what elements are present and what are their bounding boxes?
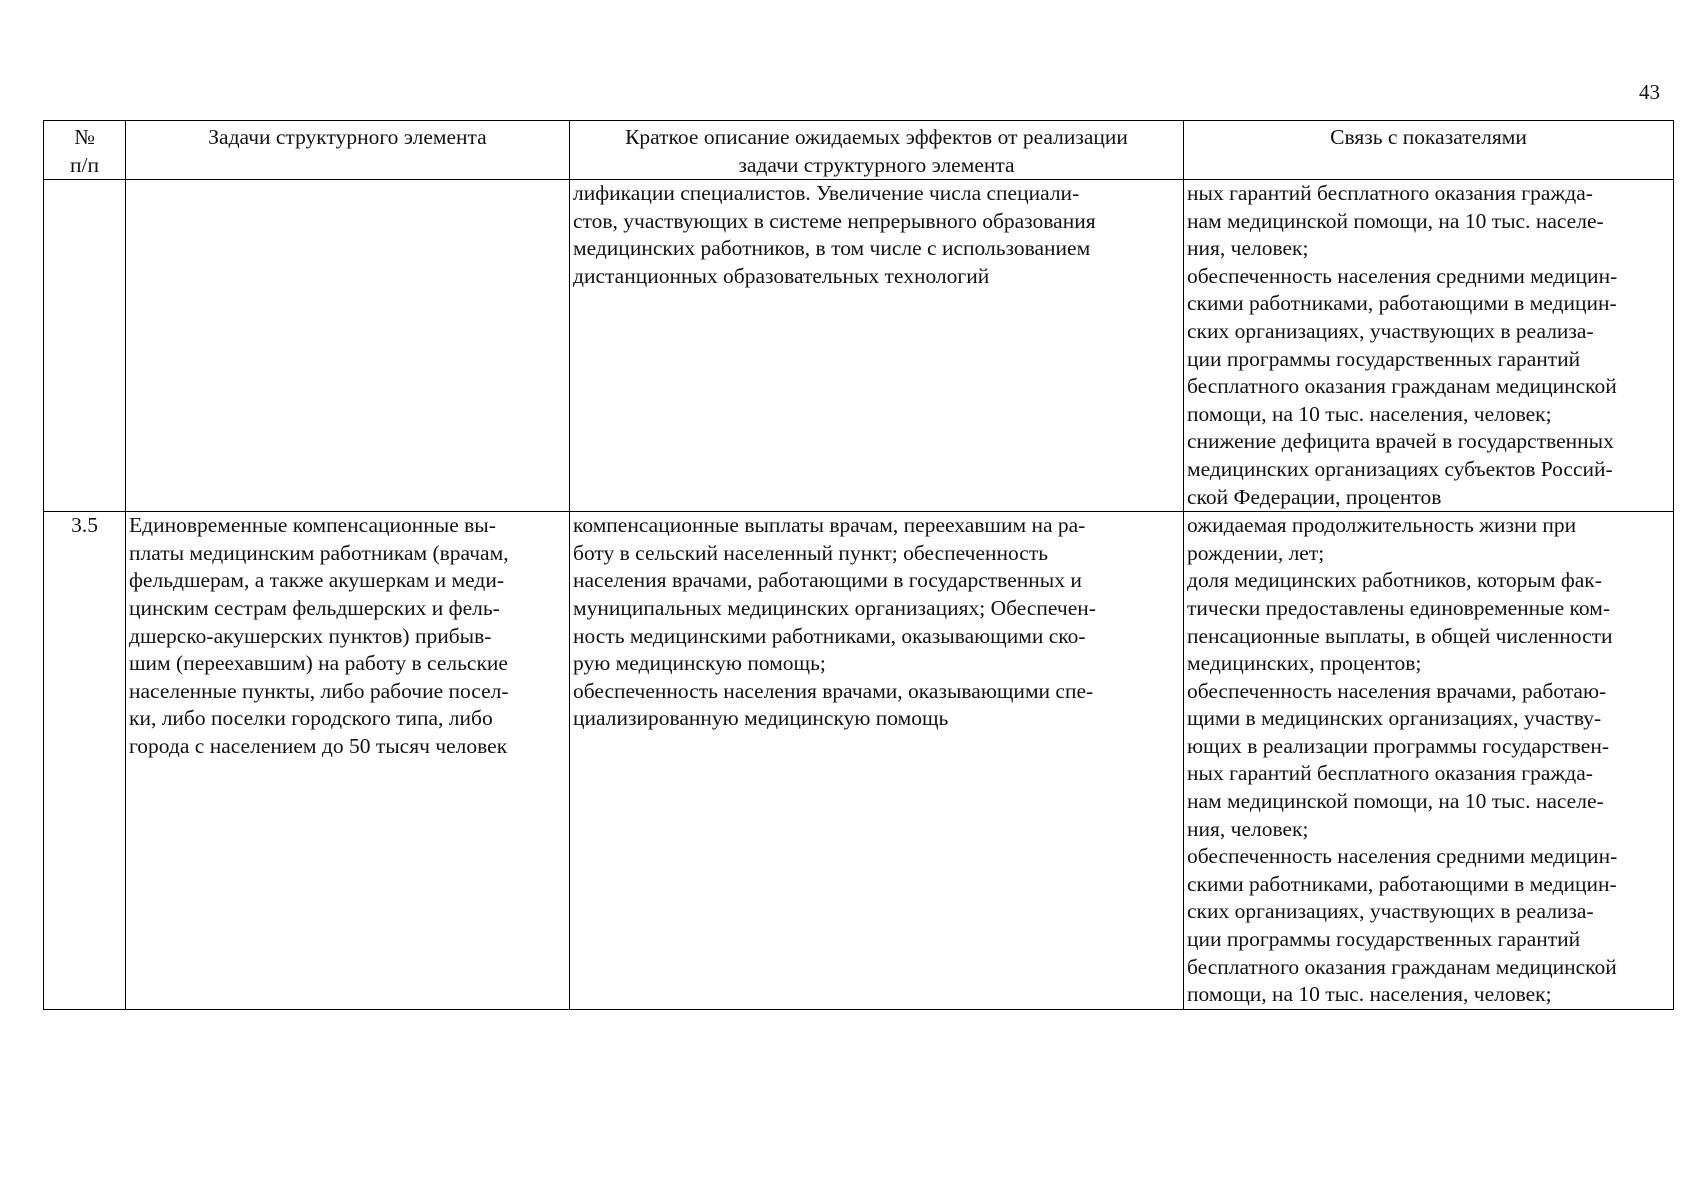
cell-line: нам медицинской помощи, на 10 тыс. населе- <box>1187 789 1604 814</box>
cell-line: бесплатного оказания гражданам медицинской <box>1187 954 1617 979</box>
page-number: 43 <box>1639 80 1660 104</box>
cell-line: Единовременные компенсационные вы- <box>129 513 496 538</box>
cell-line: доля медицинских работников, которым фак- <box>1187 568 1602 593</box>
cell-line: фельдшерам, а также акушеркам и меди- <box>129 568 505 593</box>
cell-line: ции программы государственных гарантий <box>1187 346 1581 371</box>
cell-line: ния, человек; <box>1187 236 1309 261</box>
cell-line: скими работниками, работающими в медицин- <box>1187 871 1617 896</box>
cell-line: обеспеченность населения средними медицин- <box>1187 844 1618 869</box>
cell-line: бесплатного оказания гражданам медицинской <box>1187 374 1617 399</box>
cell-num <box>44 180 126 512</box>
cell-line: ки, либо поселки городского типа, либо <box>129 706 493 731</box>
cell-line: компенсационные выплаты врачам, переехавшим на ра- <box>573 513 1086 538</box>
cell-line: тически предоставлены единовременные ком- <box>1187 595 1610 620</box>
cell-line: муниципальных медицинских организациях; Обеспечен- <box>573 595 1096 620</box>
cell-line: лификации специалистов. Увеличение числа специали- <box>573 181 1080 205</box>
cell-line: ность медицинскими работниками, оказывающими ско- <box>573 623 1086 648</box>
cell-line: цинским сестрам фельдшерских и фель- <box>129 595 500 620</box>
cell-line: медицинских работников, в том числе с использованием <box>573 236 1091 261</box>
cell-effects <box>570 180 1184 512</box>
cell-line: ющих в реализации программы государствен- <box>1187 733 1610 758</box>
table-row <box>44 512 1674 1010</box>
cell-line: помощи, на 10 тыс. населения, человек; <box>1187 982 1552 1007</box>
measures-table <box>43 120 1674 1010</box>
cell-line: медицинских, процентов; <box>1187 651 1422 676</box>
header-indicators: Связь с показателями <box>1184 121 1674 180</box>
cell-line: стов, участвующих в системе непрерывного образования <box>573 208 1096 233</box>
cell-line: медицинских организациях субъектов Россий- <box>1187 456 1613 481</box>
cell-line: обеспеченность населения врачами, работаю- <box>1187 678 1607 703</box>
cell-line: города с населением до 50 тысяч человек <box>129 733 508 758</box>
cell-line: ции программы государственных гарантий <box>1187 927 1581 952</box>
cell-line: ожидаемая продолжительность жизни при <box>1187 513 1577 538</box>
cell-line: рую медицинскую помощь; <box>573 651 826 676</box>
cell-line: ской Федерации, процентов <box>1187 484 1442 509</box>
cell-tasks <box>126 180 570 512</box>
cell-line: ных гарантий бесплатного оказания гражда- <box>1187 761 1593 786</box>
cell-tasks <box>126 512 570 1010</box>
cell-indicators <box>1184 180 1674 512</box>
table-row <box>44 180 1674 512</box>
cell-line: ния, человек; <box>1187 816 1309 841</box>
cell-line: циализированную медицинскую помощь <box>573 706 949 731</box>
cell-line: скими работниками, работающими в медицин- <box>1187 291 1617 316</box>
cell-line: ских организациях, участвующих в реализа- <box>1187 318 1594 343</box>
cell-line: рождении, лет; <box>1187 540 1325 565</box>
cell-line: ских организациях, участвующих в реализа- <box>1187 899 1594 924</box>
cell-num: 3.5 <box>44 512 126 1010</box>
cell-line: ных гарантий бесплатного оказания гражда- <box>1187 181 1593 205</box>
cell-line: обеспеченность населения средними медицин- <box>1187 263 1618 288</box>
cell-line: населения врачами, работающими в государственных и <box>573 568 1082 593</box>
header-num: № п/п <box>44 121 126 180</box>
cell-line: пенсационные выплаты, в общей численности <box>1187 623 1613 648</box>
header-effects: Краткое описание ожидаемых эффектов от реализации задачи структурного элемента <box>570 121 1184 180</box>
cell-line: платы медицинским работникам (врачам, <box>129 540 509 565</box>
cell-line: дистанционных образовательных технологий <box>573 263 990 288</box>
cell-line: нам медицинской помощи, на 10 тыс. населе- <box>1187 208 1604 233</box>
cell-line: помощи, на 10 тыс. населения, человек; <box>1187 401 1552 426</box>
cell-line: обеспеченность населения врачами, оказывающими спе- <box>573 678 1094 703</box>
cell-line: снижение дефицита врачей в государственных <box>1187 429 1614 454</box>
cell-line: шим (переехавшим) на работу в сельские <box>129 651 508 676</box>
cell-line: дшерско-акушерских пунктов) прибыв- <box>129 623 492 648</box>
cell-effects <box>570 512 1184 1010</box>
header-tasks: Задачи структурного элемента <box>126 121 570 180</box>
table-header-row <box>44 121 1674 180</box>
cell-line: щими в медицинских организациях, участву- <box>1187 706 1602 731</box>
cell-line: населенные пункты, либо рабочие посел- <box>129 678 509 703</box>
cell-indicators <box>1184 512 1674 1010</box>
cell-line: боту в сельский населенный пункт; обеспеченность <box>573 540 1049 565</box>
